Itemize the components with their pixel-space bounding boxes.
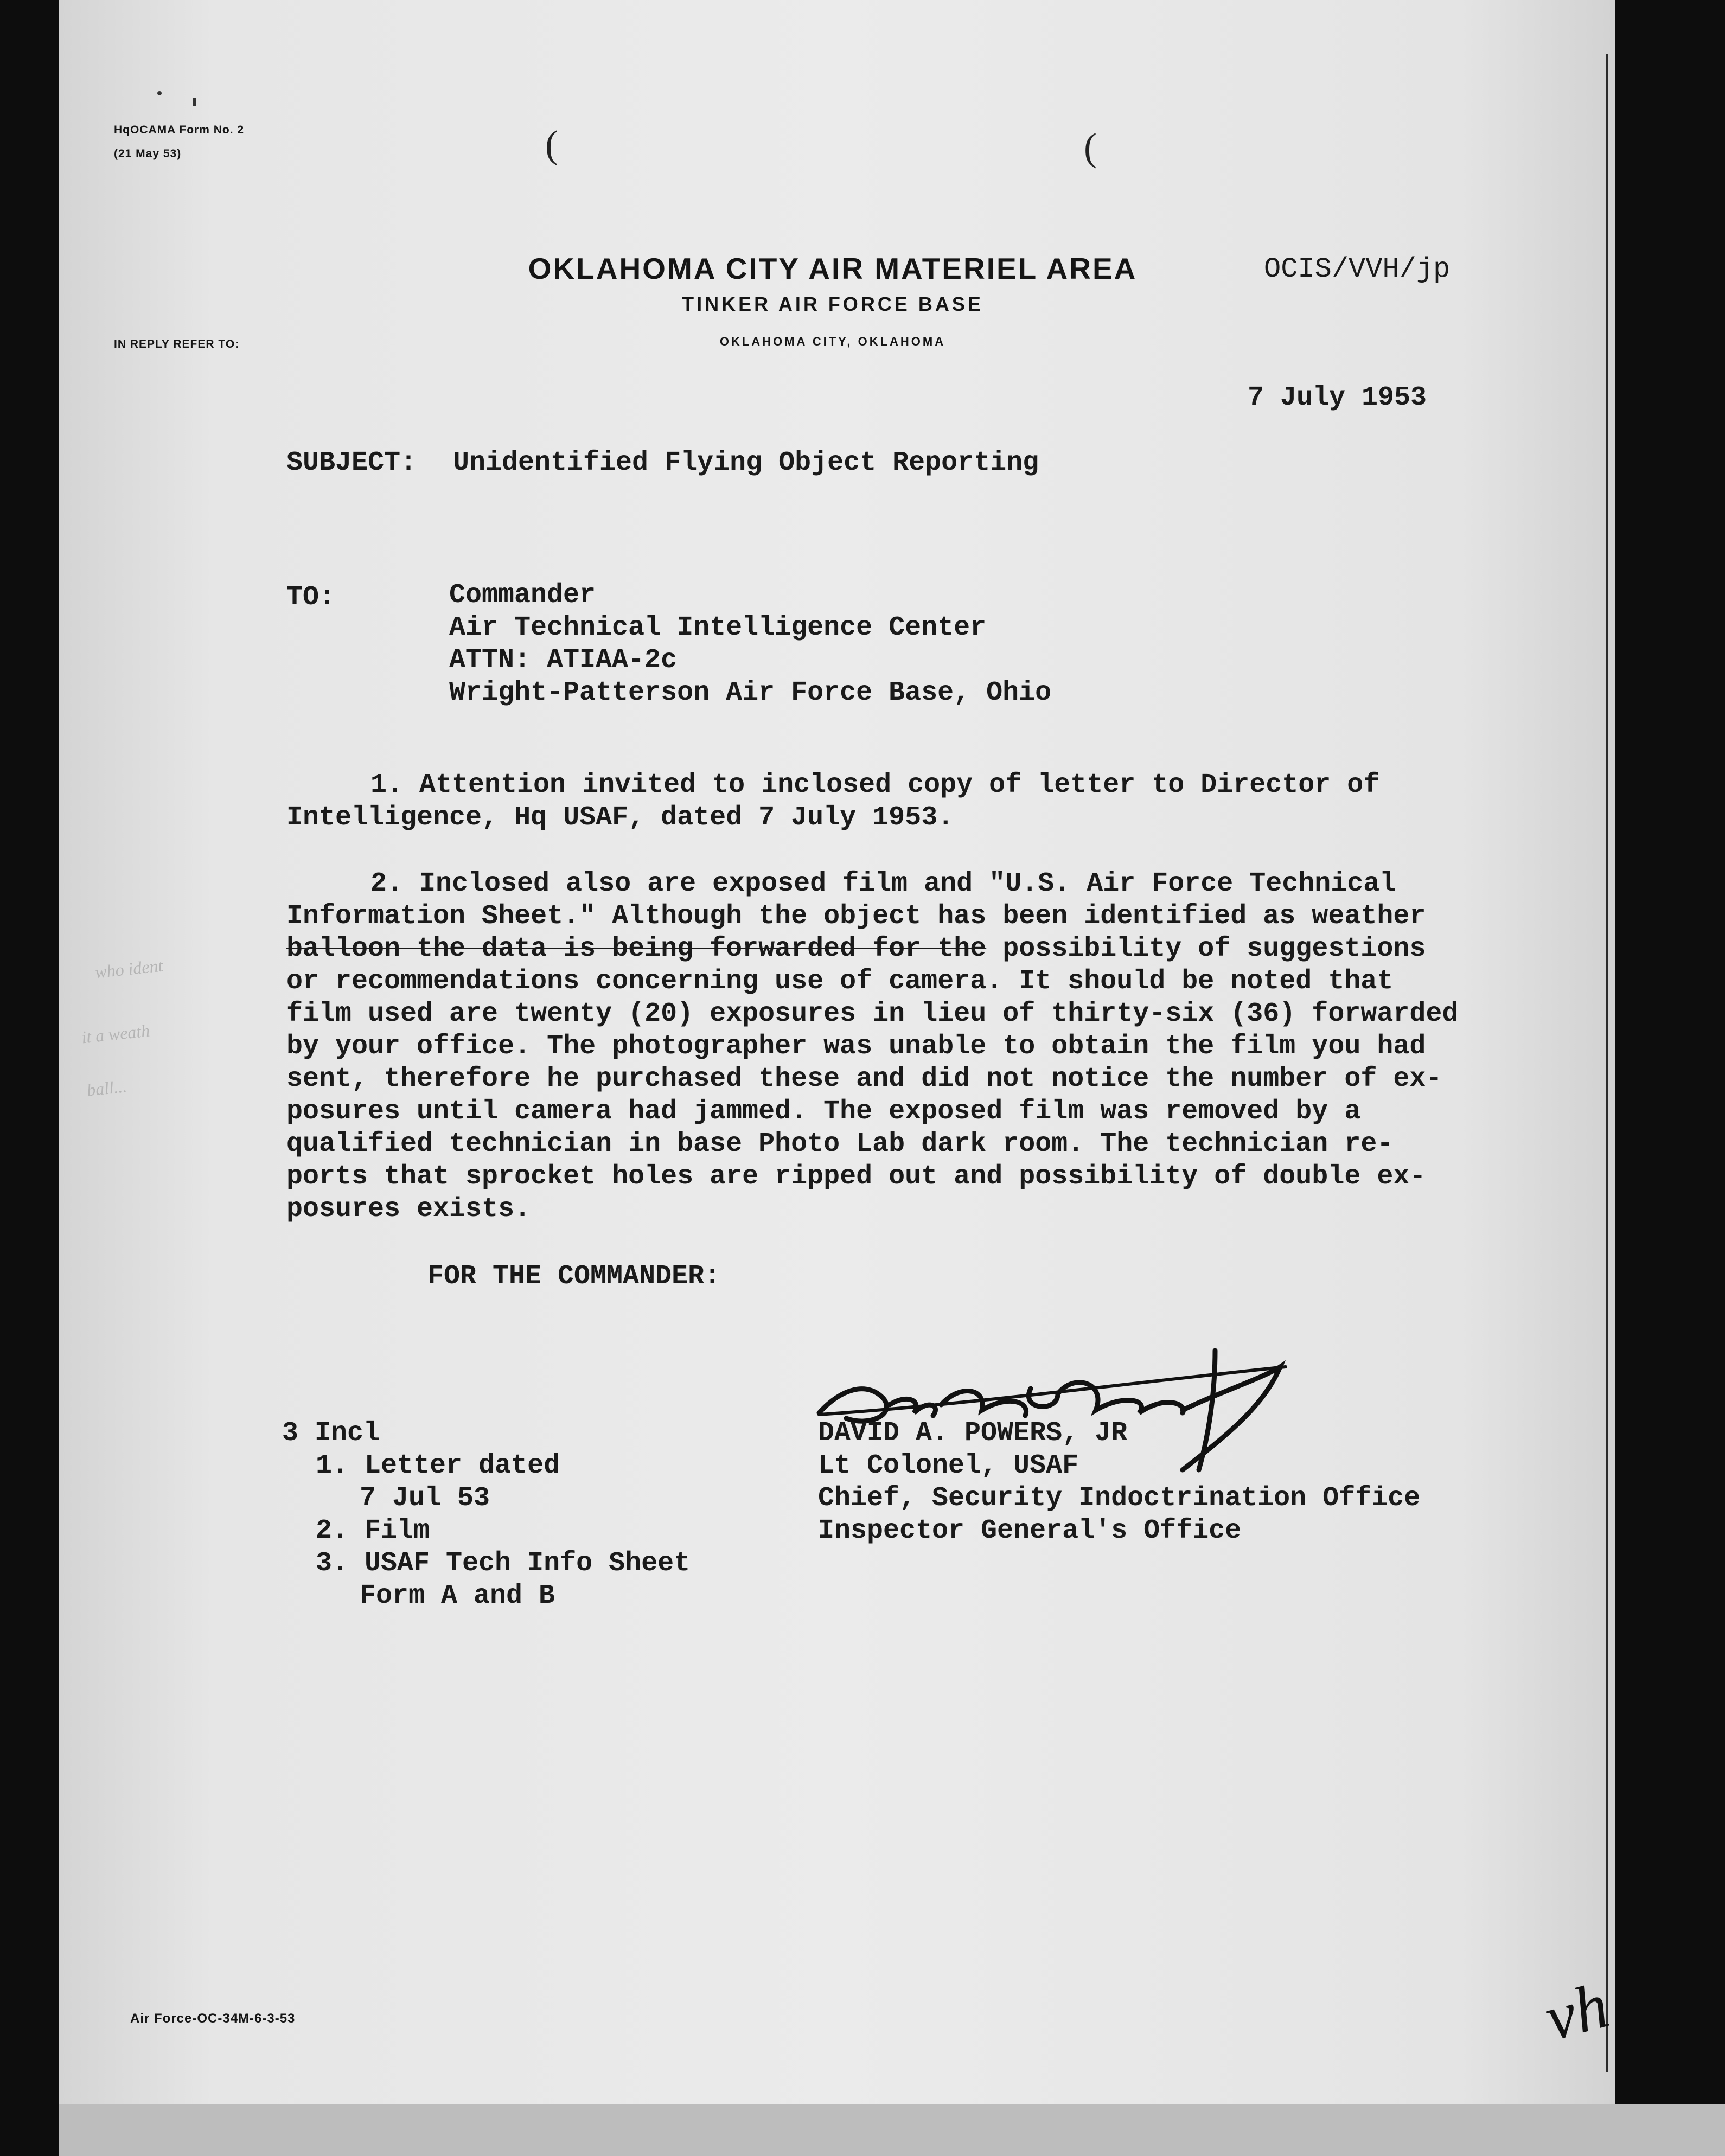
para2-line: 2. Inclosed also are exposed film and "U.S. Air Force Technical xyxy=(370,868,1396,899)
scan-bottom-band xyxy=(59,2104,1725,2156)
address-line: Air Technical Intelligence Center xyxy=(449,612,987,643)
to-address-block xyxy=(449,579,1051,709)
form-date: (21 May 53) xyxy=(114,148,182,160)
letterhead-location: OKLAHOMA CITY, OKLAHOMA xyxy=(719,335,946,348)
inclosure-item: 7 Jul 53 xyxy=(360,1483,490,1514)
inclosure-item: 2. Film xyxy=(316,1515,430,1546)
subject-text: Unidentified Flying Object Reporting xyxy=(453,447,1039,478)
address-line: ATTN: ATIAA-2c xyxy=(449,645,678,676)
para2-line: sent, therefore he purchased these and did not notice the number of ex- xyxy=(286,1064,1442,1095)
office-reference: OCIS/VVH/jp xyxy=(1264,253,1451,285)
para1-line: Intelligence, Hq USAF, dated 7 July 1953. xyxy=(286,802,954,833)
para2-line xyxy=(286,933,1458,965)
letterhead-base: TINKER AIR FORCE BASE xyxy=(682,293,983,315)
signer-name: DAVID A. POWERS, JR xyxy=(818,1418,1128,1449)
letterhead-org: OKLAHOMA CITY AIR MATERIEL AREA xyxy=(528,252,1138,285)
inclosure-list xyxy=(282,1417,690,1613)
para2-line: film used are twenty (20) exposures in lieu of thirty-six (36) forwarded xyxy=(286,999,1459,1029)
page-edge-line xyxy=(1606,54,1608,2072)
para2-line: qualified technician in base Photo Lab dark room. The technician re- xyxy=(286,1129,1394,1160)
to-label: TO: xyxy=(286,582,336,613)
signer-rank: Lt Colonel, USAF xyxy=(818,1450,1079,1481)
ink-speck xyxy=(157,91,162,95)
para2-line: Information Sheet." Although the object has been identified as weather xyxy=(286,901,1426,932)
margin-note: it a weath xyxy=(80,1020,151,1047)
paragraph-1 xyxy=(286,769,1379,834)
margin-note: ball... xyxy=(86,1076,128,1100)
punch-mark-left: ( xyxy=(545,123,558,166)
margin-note: who ident xyxy=(94,955,164,982)
punch-mark-right: ( xyxy=(1084,125,1097,169)
signer-title: Chief, Security Indoctrination Office xyxy=(818,1483,1421,1514)
address-line: Wright-Patterson Air Force Base, Ohio xyxy=(449,677,1052,708)
ink-speck xyxy=(193,98,196,106)
struck-text: balloon the data is being forwarded for the xyxy=(286,933,987,964)
paragraph-2 xyxy=(286,868,1458,1226)
para2-line: or recommendations concerning use of camera. It should be noted that xyxy=(286,966,1394,997)
subject-label: SUBJECT: xyxy=(286,447,417,478)
signature-block xyxy=(818,1417,1420,1547)
inclosure-item: Form A and B xyxy=(360,1581,555,1611)
address-line: Commander xyxy=(449,580,596,611)
closing: FOR THE COMMANDER: xyxy=(427,1261,721,1292)
para2-line: posures until camera had jammed. The exposed film was removed by a xyxy=(286,1096,1361,1127)
para1-line: 1. Attention invited to inclosed copy of letter to Director of xyxy=(370,770,1380,801)
form-number: HqOCAMA Form No. 2 xyxy=(114,124,245,136)
letter-date: 7 July 1953 xyxy=(1248,382,1427,413)
para2-line: ports that sprocket holes are ripped out and possibility of double ex- xyxy=(286,1161,1426,1192)
para2-line: posures exists. xyxy=(286,1194,531,1225)
para2-line: by your office. The photographer was unable to obtain the film you had xyxy=(286,1031,1426,1062)
signer-office: Inspector General's Office xyxy=(818,1515,1242,1546)
footer-form-code: Air Force-OC-34M-6-3-53 xyxy=(130,2011,296,2026)
inclosure-item: 1. Letter dated xyxy=(316,1450,560,1481)
inclosure-header: 3 Incl xyxy=(282,1418,380,1449)
para2-text: possibility of suggestions xyxy=(986,933,1426,964)
handwritten-initials: vh xyxy=(1537,1968,1616,2055)
reply-refer-label: IN REPLY REFER TO: xyxy=(114,338,240,350)
inclosure-item: 3. USAF Tech Info Sheet xyxy=(316,1548,691,1579)
